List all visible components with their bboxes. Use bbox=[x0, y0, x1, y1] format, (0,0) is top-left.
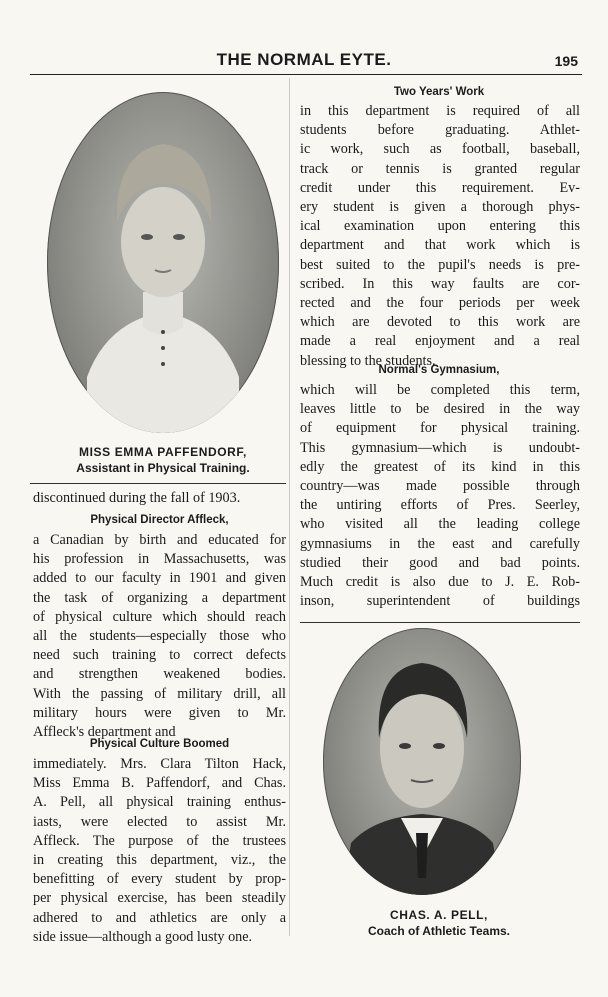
right-text-block2 bbox=[300, 381, 580, 611]
text-line: blessing to the students. bbox=[300, 352, 436, 369]
left-rule bbox=[30, 483, 286, 484]
text-line: military hours were given to Mr. bbox=[33, 704, 286, 721]
caption-name: MISS EMMA PAFFENDORF, bbox=[79, 445, 247, 459]
text-line: a Canadian by birth and educated for bbox=[33, 532, 286, 548]
text-line: immediately. Mrs. Clara Tilton Hack, bbox=[33, 756, 286, 772]
text-line: and strengthen weakened bodies. bbox=[33, 666, 286, 683]
text-line: gymnasiums in the east and carefully bbox=[300, 535, 580, 552]
text-line: best suited to the pupil's needs is pre- bbox=[300, 256, 580, 273]
text-line: adhered to and athletics are only a bbox=[33, 909, 286, 926]
page-title: THE NORMAL EYTE. bbox=[216, 50, 392, 69]
text-line: leaves little to be desired in the way bbox=[300, 401, 580, 418]
section-heading: Two Years' Work bbox=[393, 86, 485, 98]
page-number: 195 bbox=[554, 53, 578, 69]
text-line: Much credit is also due to J. E. Rob- bbox=[300, 574, 580, 591]
caption-name: CHAS. A. PELL, bbox=[390, 908, 488, 922]
text-line: inson, superintendent of buildings bbox=[300, 593, 580, 610]
text-line: ery student is given a thorough phys- bbox=[300, 199, 580, 216]
text-line: rected and the four periods per week bbox=[300, 295, 580, 312]
section-heading: Normal's Gymnasium, bbox=[378, 364, 500, 376]
column-divider bbox=[289, 78, 290, 936]
text-line: Affleck. The purpose of the trustees bbox=[33, 832, 286, 849]
text-line: ic work, such as football, baseball, bbox=[300, 141, 580, 158]
text-line: of equipment for physical training. bbox=[300, 420, 580, 437]
text-line: edly the greatest of its kind in this bbox=[300, 458, 580, 475]
text-line: added to our faculty in 1901 and given bbox=[33, 570, 286, 587]
right-text-block1 bbox=[300, 102, 580, 371]
left-text-block1 bbox=[33, 489, 286, 508]
text-line: side issue—although a good lusty one. bbox=[33, 928, 253, 945]
text-line: per physical exercise, has been steadily bbox=[33, 890, 286, 907]
caption-role: Assistant in Physical Training. bbox=[76, 461, 250, 475]
text-line: Miss Emma B. Paffendorf, and Chas. bbox=[33, 775, 286, 792]
section-heading: Physical Culture Boomed bbox=[89, 738, 230, 750]
portrait-caption-pell bbox=[298, 907, 580, 939]
left-text-block3 bbox=[33, 755, 286, 947]
text-line: the task of organizing a department bbox=[33, 589, 286, 606]
text-line: With the passing of military drill, all bbox=[33, 685, 286, 702]
text-line: A. Pell, all physical training enthus- bbox=[33, 794, 286, 811]
text-line: of physical culture which should reach bbox=[33, 608, 286, 625]
text-line: need such training to correct defects bbox=[33, 647, 286, 664]
text-line: track or tennis is granted regular bbox=[300, 160, 580, 177]
text-line: credit under this requirement. Ev- bbox=[300, 179, 580, 196]
caption-role: Coach of Athletic Teams. bbox=[367, 924, 511, 938]
text-line: country—was made possible through bbox=[300, 478, 580, 495]
text-line: discontinued during the fall of 1903. bbox=[33, 490, 241, 506]
text-line: iasts, were elected to assist Mr. bbox=[33, 813, 286, 830]
right-rule bbox=[300, 622, 580, 623]
header-rule bbox=[30, 74, 582, 75]
text-line: in this department is required of all bbox=[300, 103, 580, 119]
portrait-emma-paffendorf bbox=[47, 92, 279, 433]
text-line: studied their good and bad points. bbox=[300, 554, 580, 571]
text-line: which will be completed this term, bbox=[300, 382, 580, 398]
text-line: department and that work which is bbox=[300, 237, 580, 254]
text-line: made a real enjoyment and a real bbox=[300, 333, 580, 350]
section-heading: Physical Director Affleck, bbox=[90, 514, 229, 526]
text-line: in creating this department, viz., the bbox=[33, 852, 286, 869]
text-line: which are devoted to this work are bbox=[300, 314, 580, 331]
text-line: This gymnasium—which is undoubt- bbox=[300, 439, 580, 456]
text-line: students before graduating. Athlet- bbox=[300, 122, 580, 139]
text-line: who visited all the leading college bbox=[300, 516, 580, 533]
portrait-chas-pell bbox=[323, 628, 521, 895]
left-text-block2 bbox=[33, 531, 286, 742]
text-line: his profession in Massachusetts, was bbox=[33, 551, 286, 568]
text-line: Affleck's department and bbox=[33, 724, 176, 741]
portrait-caption-emma bbox=[40, 444, 286, 476]
text-line: scribed. In this way faults are cor- bbox=[300, 275, 580, 292]
text-line: the untiring efforts of Pres. Seerley, bbox=[300, 497, 580, 514]
text-line: all the students—especially those who bbox=[33, 628, 286, 645]
text-line: ical examination upon entering this bbox=[300, 218, 580, 235]
text-line: benefitting of every student by prop- bbox=[33, 871, 286, 888]
